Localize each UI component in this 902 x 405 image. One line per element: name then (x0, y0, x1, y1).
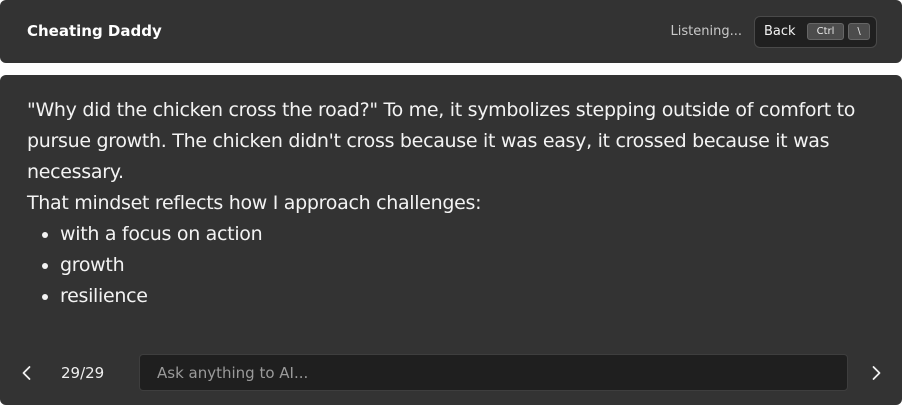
response-bullet-list (27, 219, 857, 312)
list-item: • with a focus on action (60, 219, 857, 250)
header-bar (0, 0, 902, 63)
back-button-label: Back (764, 24, 796, 39)
next-response-button[interactable] (866, 363, 886, 383)
ask-ai-input[interactable] (139, 354, 848, 391)
chevron-left-icon (17, 363, 37, 383)
back-button[interactable] (754, 16, 877, 48)
list-item: • resilience (60, 281, 857, 312)
listening-status: Listening... (670, 24, 742, 39)
response-paragraph: That mindset reflects how I approach challenges: (27, 192, 482, 214)
shortcut-ctrl-key: Ctrl (807, 23, 844, 40)
ai-response (27, 95, 857, 312)
chevron-right-icon (866, 363, 886, 383)
list-item: • growth (60, 250, 857, 281)
app-title: Cheating Daddy (27, 22, 162, 40)
response-counter: 29/29 (61, 364, 105, 382)
shortcut-backslash-key: \ (848, 23, 870, 40)
previous-response-button[interactable] (17, 363, 37, 383)
response-paragraph: "Why did the chicken cross the road?" To me, it symbolizes stepping outside of comfort to pursue growth. The chicken didn't cross because it was easy, it crossed because it was necessary. (27, 99, 856, 183)
